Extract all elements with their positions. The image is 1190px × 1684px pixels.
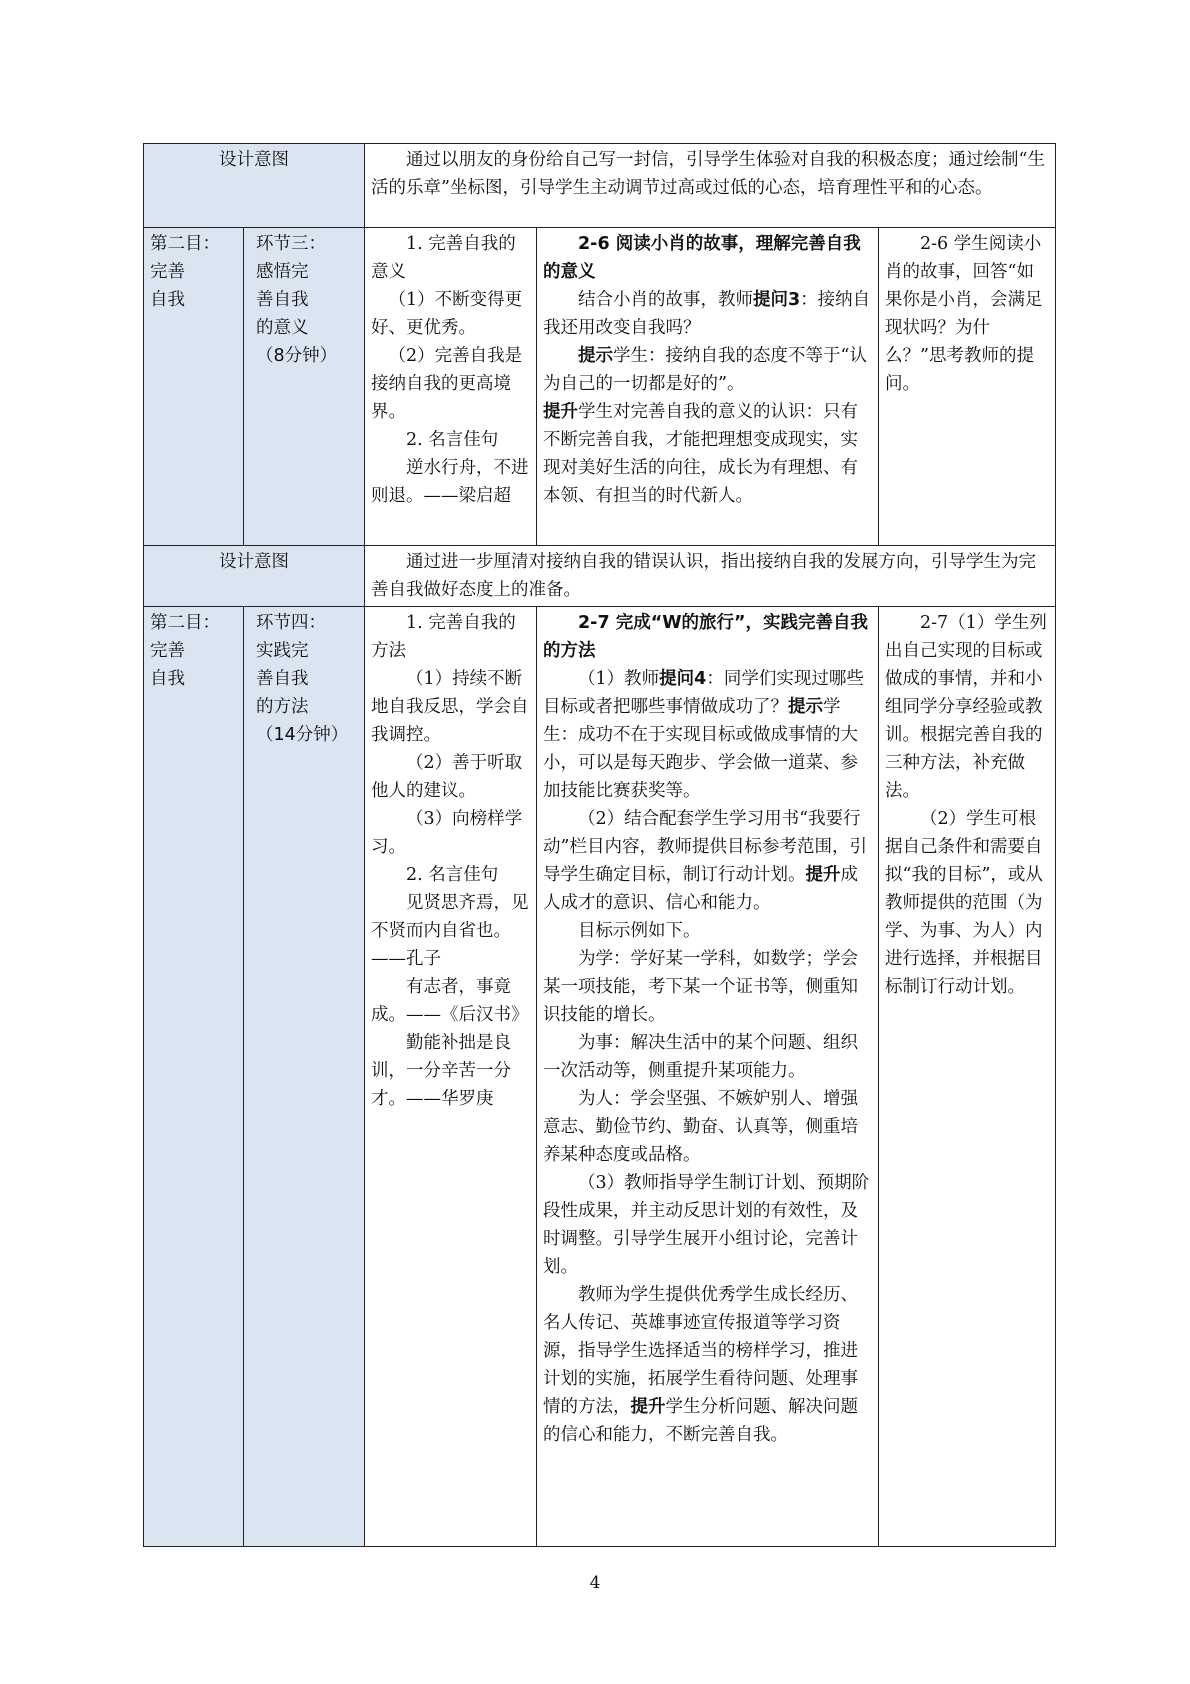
section3-huanjie: 环节三： 感悟完 善自我 的意义 （8分钟） (244, 228, 365, 546)
intent-row-2 (144, 546, 1056, 607)
section4-content: 1. 完善自我的方法 （1）持续不断地自我反思，学会自我调控。 （2）善于听取他人的建议。 （3）向榜样学习。 2. 名言佳句 见贤思齐焉，见不贤而内自省也。——孔子 有志者，事竟成。——《后汉书》 勤能补拙是良训，一分辛苦一分才。——华罗庚 (365, 607, 537, 1547)
section4-student: 2-7（1）学生列出自己实现的目标或做成的事情，并和小组同学分享经验或教训。根据完善自我的三种方法，补充做法。 （2）学生可根据自己条件和需要自拟“我的目标”，或从教师提供的范围（为学、为事、为人）内进行选择，并根据目标制订行动计划。 (879, 607, 1056, 1547)
intent-text-2: 通过进一步厘清对接纳自我的错误认识，指出接纳自我的发展方向，引导学生为完善自我做好态度上的准备。 (365, 546, 1056, 607)
section3-mu: 第二目： 完善 自我 (144, 228, 244, 546)
section4-huanjie: 环节四： 实践完 善自我 的方法 （14分钟） (244, 607, 365, 1547)
page-number: 4 (589, 1573, 601, 1593)
lesson-plan-table (143, 143, 1056, 1547)
activity-heading-2-6: 2-6 阅读小肖的故事，理解完善自我的意义 (543, 234, 861, 282)
intent-text-1: 通过以朋友的身份给自己写一封信，引导学生体验对自我的积极态度；通过绘制“生活的乐章”坐标图，引导学生主动调节过高或过低的心态，培育理性平和的心态。 (365, 144, 1056, 228)
section3-row (144, 228, 1056, 546)
intent-row-1 (144, 144, 1056, 228)
intent-label-1: 设计意图 (144, 144, 365, 228)
section4-row (144, 607, 1056, 1547)
activity-heading-2-7: 2-7 完成“W的旅行”，实践完善自我的方法 (543, 613, 869, 661)
intent-label-2: 设计意图 (144, 546, 365, 607)
section3-content: 1. 完善自我的意义 （1）不断变得更好、更优秀。 （2）完善自我是接纳自我的更高境界。 2. 名言佳句 逆水行舟，不进则退。——梁启超 (365, 228, 537, 546)
section4-mu: 第二目： 完善 自我 (144, 607, 244, 1547)
section3-teacher: 2-6 阅读小肖的故事，理解完善自我的意义 结合小肖的故事，教师提问3：接纳自我还用改变自我吗？ 提示学生：接纳自我的态度不等于“认为自己的一切都是好的”。 提升学生对完善自我的意义的认识：只有不断完善自我，才能把理想变成现实，实现对美好生活的向往，成长为有理想、有本领、有担当的时代新人。 (537, 228, 879, 546)
section3-student: 2-6 学生阅读小肖的故事，回答“如果你是小肖，会满足现状吗？为什么？”思考教师的提问。 (879, 228, 1056, 546)
section4-teacher: 2-7 完成“W的旅行”，实践完善自我的方法 （1）教师提问4：同学们实现过哪些目标或者把哪些事情做成功了？提示学生：成功不在于实现目标或做成事情的大小，可以是每天跑步、学会做一道菜、参加技能比赛获奖等。 （2）结合配套学生学习用书“我要行动”栏目内容，教师提供目标参考范围，引导学生确定目标，制订行动计划。提升成人成才的意识、信心和能力。 目标示例如下。 为学：学好某一学科，如数学；学会某一项技能，考下某一个证书等，侧重知识技能的增长。 为事：解决生活中的某个问题、组织一次活动等，侧重提升某项能力。 为人：学会坚强、不嫉妒别人、增强意志、勤俭节约、勤奋、认真等，侧重培养某种态度或品格。 （3）教师指导学生制订计划、预期阶段性成果，并主动反思计划的有效性，及时调整。引导学生展开小组讨论，完善计划。 教师为学生提供优秀学生成长经历、名人传记、英雄事迹宣传报道等学习资源，指导学生选择适当的榜样学习，推进计划的实施，拓展学生看待问题、处理事情的方法，提升学生分析问题、解决问题的信心和能力，不断完善自我。 (537, 607, 879, 1547)
